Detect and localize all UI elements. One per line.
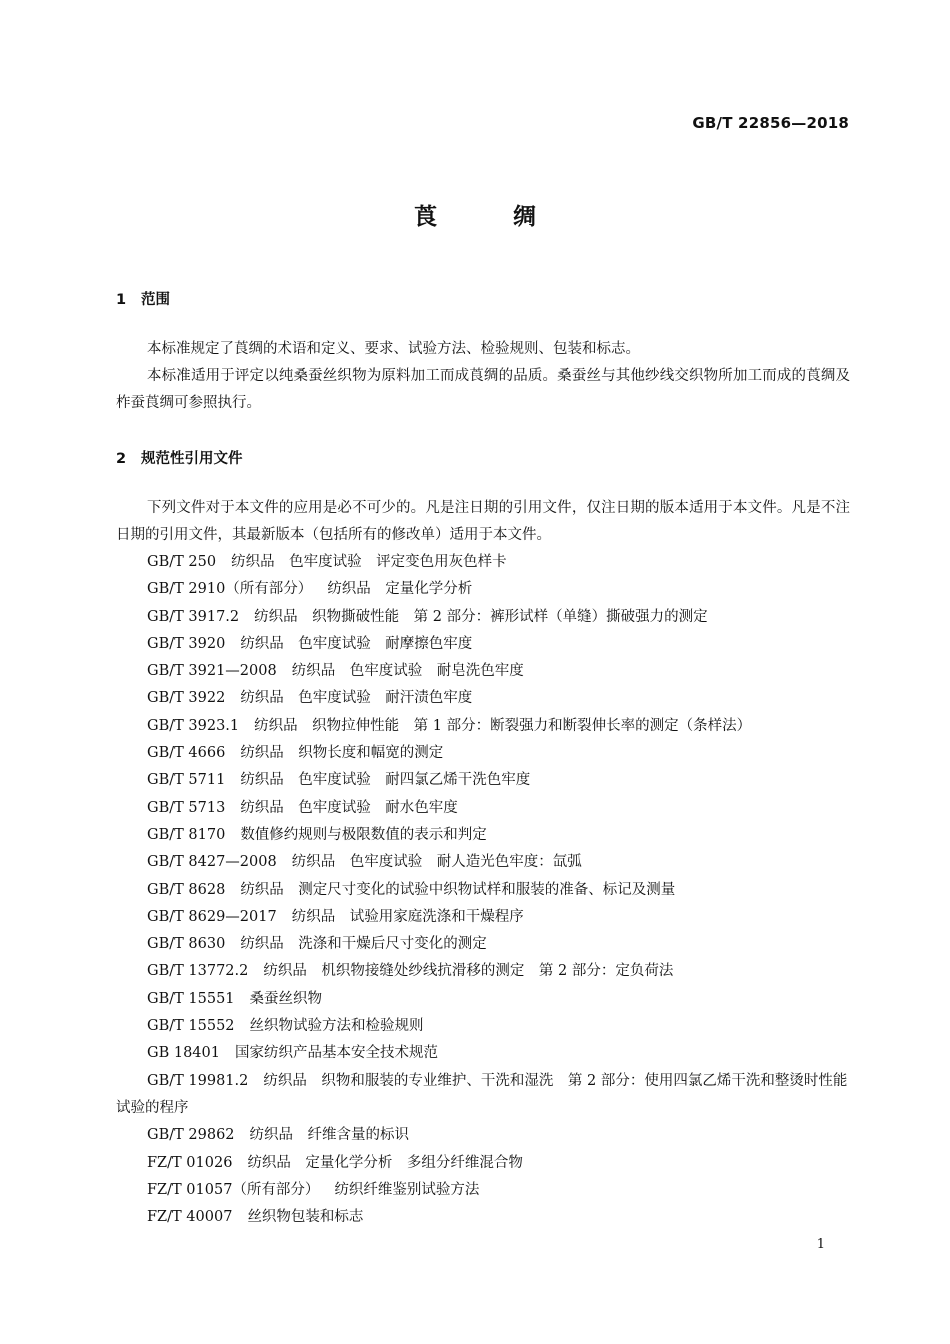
reference-code: GB/T 8629—2017 xyxy=(147,908,277,925)
section-1-heading xyxy=(116,288,170,309)
reference-title: 纺织品 色牢度试验 耐汗渍色牢度 xyxy=(240,690,473,707)
reference-code: GB/T 2910（所有部分） xyxy=(147,581,313,598)
reference-title: 丝织物包装和标志 xyxy=(247,1209,364,1226)
reference-code: GB/T 8630 xyxy=(147,936,226,953)
reference-item xyxy=(116,1040,850,1067)
reference-title: 纺织品 定量化学分析 多组分纤维混合物 xyxy=(247,1154,523,1171)
reference-item xyxy=(116,631,850,658)
reference-code: GB 18401 xyxy=(147,1045,220,1062)
reference-title: 纺织品 试验用家庭洗涤和干燥程序 xyxy=(291,908,524,925)
reference-code: GB/T 8628 xyxy=(147,881,226,898)
reference-code: FZ/T 40007 xyxy=(147,1209,233,1226)
section-2-title: 规范性引用文件 xyxy=(141,451,243,467)
reference-item xyxy=(116,1122,850,1149)
section-2-number: 2 xyxy=(116,451,127,467)
reference-code: GB/T 3920 xyxy=(147,635,226,652)
page-number: 1 xyxy=(816,1237,825,1252)
document-title xyxy=(0,198,950,231)
reference-item xyxy=(116,713,850,740)
section-2-intro: 下列文件对于本文件的应用是必不可少的。凡是注日期的引用文件，仅注日期的版本适用于本文件。凡是不注日期的引用文件，其最新版本（包括所有的修改单）适用于本文件。 xyxy=(116,500,850,543)
reference-item xyxy=(116,549,850,576)
section-1-title: 范围 xyxy=(141,292,170,308)
section-2-heading xyxy=(116,447,243,468)
reference-code: GB/T 15551 xyxy=(147,990,235,1007)
reference-title: 纺织品 色牢度试验 耐摩擦色牢度 xyxy=(240,635,473,652)
reference-title: 纺织品 色牢度试验 耐水色牢度 xyxy=(240,799,458,816)
title-char-2: 绸 xyxy=(513,204,536,230)
reference-title: 数值修约规则与极限数值的表示和判定 xyxy=(240,826,487,843)
reference-code: GB/T 3923.1 xyxy=(147,717,240,734)
reference-title: 纺织品 机织物接缝处纱线抗滑移的测定 第 2 部分：定负荷法 xyxy=(263,963,674,980)
reference-title: 桑蚕丝织物 xyxy=(249,990,323,1007)
reference-title: 纺织品 色牢度试验 耐四氯乙烯干洗色牢度 xyxy=(240,772,531,789)
reference-item xyxy=(116,1177,850,1204)
section-1-paragraph-1: 本标准规定了莨绸的术语和定义、要求、试验方法、检验规则、包装和标志。 xyxy=(147,341,640,357)
reference-title: 纺织品 织物和服装的专业维护、干洗和湿洗 第 2 部分：使用四氯乙烯干洗和整烫时性能试验的程序 xyxy=(116,1072,848,1116)
reference-code: GB/T 8170 xyxy=(147,826,226,843)
reference-title: 纺织品 测定尺寸变化的试验中织物试样和服装的准备、标记及测量 xyxy=(240,881,676,898)
reference-title: 国家纺织产品基本安全技术规范 xyxy=(234,1045,438,1062)
reference-item xyxy=(116,576,850,603)
reference-title: 纺织品 洗涤和干燥后尺寸变化的测定 xyxy=(240,936,487,953)
reference-title: 纺织品 色牢度试验 耐皂洗色牢度 xyxy=(291,663,524,680)
reference-title: 纺织品 色牢度试验 耐人造光色牢度：氙弧 xyxy=(291,854,582,871)
reference-code: GB/T 8427—2008 xyxy=(147,854,277,871)
reference-code: GB/T 4666 xyxy=(147,745,226,762)
reference-code: GB/T 13772.2 xyxy=(147,963,249,980)
reference-item xyxy=(116,904,850,931)
reference-title: 纺织品 色牢度试验 评定变色用灰色样卡 xyxy=(231,554,507,570)
reference-code: GB/T 29862 xyxy=(147,1127,235,1144)
reference-code: GB/T 5711 xyxy=(147,772,226,789)
reference-item xyxy=(116,1068,850,1123)
reference-title: 纺织品 定量化学分析 xyxy=(327,581,473,598)
reference-item xyxy=(116,767,850,794)
reference-title: 纺织品 织物拉伸性能 第 1 部分：断裂强力和断裂伸长率的测定（条样法） xyxy=(254,717,752,734)
reference-title: 纺织品 纤维含量的标识 xyxy=(249,1127,410,1144)
reference-code: GB/T 3921—2008 xyxy=(147,663,277,680)
reference-list xyxy=(116,549,850,1231)
reference-code: FZ/T 01026 xyxy=(147,1154,233,1171)
reference-item xyxy=(116,986,850,1013)
reference-item xyxy=(116,877,850,904)
reference-code: GB/T 3917.2 xyxy=(147,608,240,625)
reference-item xyxy=(116,931,850,958)
reference-title: 丝织物试验方法和检验规则 xyxy=(249,1018,424,1035)
reference-item xyxy=(116,1204,850,1231)
reference-item xyxy=(116,740,850,767)
reference-item xyxy=(116,849,850,876)
section-1-number: 1 xyxy=(116,292,127,308)
reference-item xyxy=(116,658,850,685)
reference-title: 纺织品 织物长度和幅宽的测定 xyxy=(240,745,444,762)
title-char-1: 莨 xyxy=(414,204,437,230)
reference-code: GB/T 5713 xyxy=(147,799,226,816)
reference-code: GB/T 19981.2 xyxy=(147,1072,249,1089)
reference-code: FZ/T 01057（所有部分） xyxy=(147,1181,320,1198)
section-1-paragraph-2: 本标准适用于评定以纯桑蚕丝织物为原料加工而成莨绸的品质。桑蚕丝与其他纱线交织物所加工而成的莨绸及柞蚕莨绸可参照执行。 xyxy=(116,368,850,411)
reference-item xyxy=(116,822,850,849)
reference-item xyxy=(116,1013,850,1040)
reference-item xyxy=(116,604,850,631)
reference-item xyxy=(116,685,850,712)
reference-item xyxy=(116,795,850,822)
reference-title: 纺织纤维鉴别试验方法 xyxy=(334,1181,480,1198)
reference-code: GB/T 15552 xyxy=(147,1018,235,1035)
reference-item xyxy=(116,1150,850,1177)
standard-number: GB/T 22856—2018 xyxy=(692,114,849,132)
reference-code: GB/T 250 xyxy=(147,554,217,570)
reference-code: GB/T 3922 xyxy=(147,690,226,707)
reference-item xyxy=(116,958,850,985)
reference-title: 纺织品 织物撕破性能 第 2 部分：裤形试样（单缝）撕破强力的测定 xyxy=(254,608,708,625)
